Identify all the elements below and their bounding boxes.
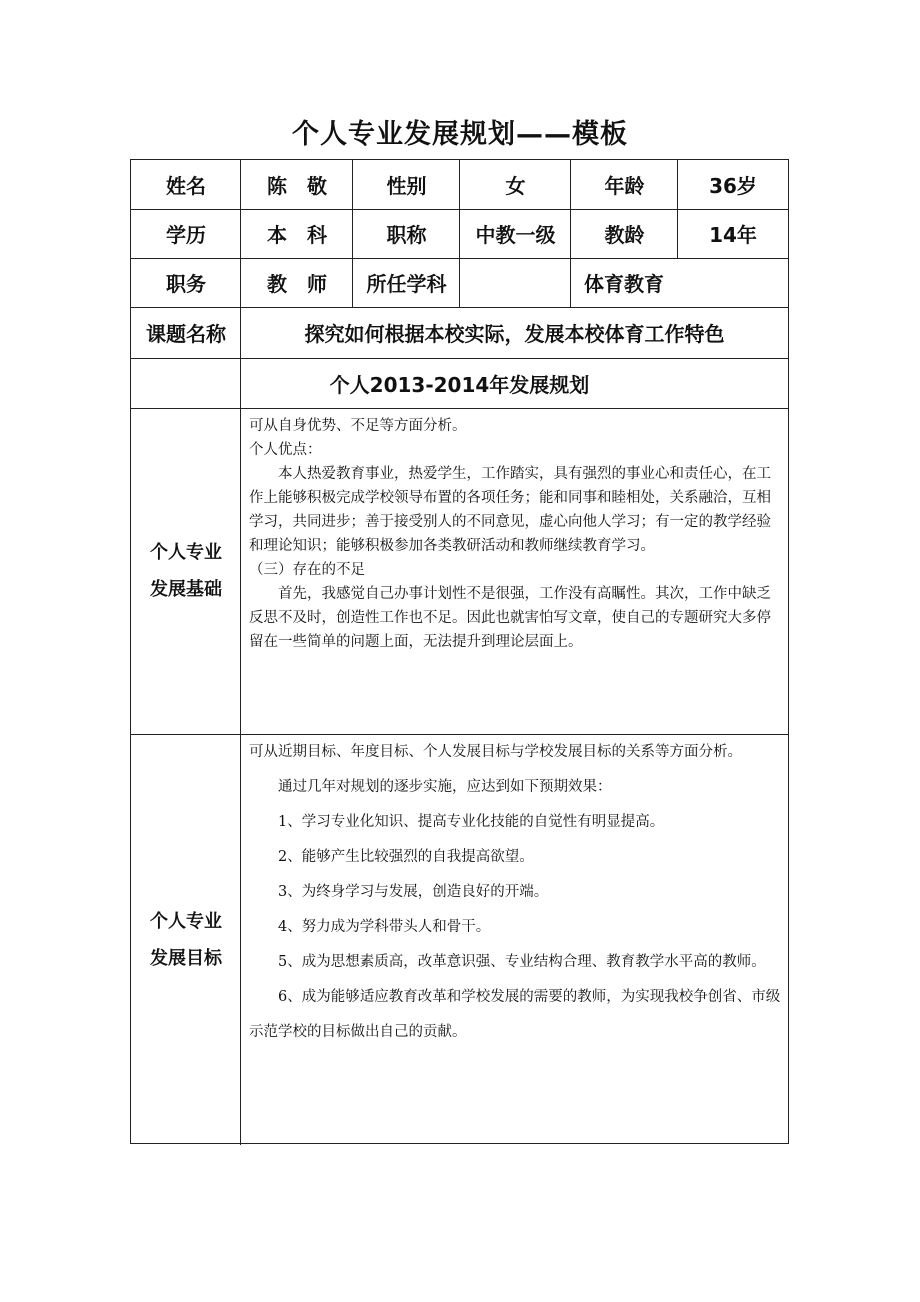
label-project: 课题名称 bbox=[146, 322, 226, 346]
value-education: 本 科 bbox=[267, 223, 327, 247]
label-title-rank: 职称 bbox=[386, 223, 427, 247]
goals-content bbox=[249, 735, 782, 1050]
goals-label-line1: 个人专业 bbox=[150, 910, 222, 932]
goals-intro: 通过几年对规划的逐步实施，应达到如下预期效果： bbox=[278, 779, 612, 795]
basis-label-line1: 个人专业 bbox=[150, 542, 222, 563]
plan-heading: 个人2013-2014年发展规划 bbox=[329, 372, 590, 397]
value-gender: 女 bbox=[505, 174, 526, 198]
label-name: 姓名 bbox=[166, 174, 206, 198]
label-gender: 性别 bbox=[386, 174, 427, 198]
goal-item: 4、努力成为学科带头人和骨干。 bbox=[278, 919, 491, 935]
value-age: 36岁 bbox=[709, 174, 757, 198]
weakness-title: （三）存在的不足 bbox=[249, 562, 365, 578]
goals-label bbox=[131, 734, 241, 1145]
document-title: 个人专业发展规划——模板 bbox=[292, 119, 628, 150]
strengths-title: 个人优点： bbox=[249, 442, 322, 458]
goal-item: 1、学习专业化知识、提高专业化技能的自觉性有明显提高。 bbox=[278, 814, 665, 830]
basis-content bbox=[249, 414, 782, 654]
goal-item: 2、能够产生比较强烈的自我提高欲望。 bbox=[278, 849, 534, 865]
weakness-text: 首先，我感觉自己办事计划性不是很强，工作没有高瞩性。其次，工作中缺乏反思不及时，创造性工作也不足。因此也就害怕写文章，使自己的专题研究大多停留在一些简单的问题上面，无法提升到理论层面上。 bbox=[249, 586, 771, 650]
goal-item: 5、成为思想素质高，改革意识强、专业结构合理、教育教学水平高的教师。 bbox=[278, 954, 766, 970]
basis-label-line2: 发展基础 bbox=[150, 579, 222, 600]
goals-label-line2: 发展目标 bbox=[150, 947, 222, 969]
basis-hint: 可从自身优势、不足等方面分析。 bbox=[249, 418, 467, 434]
goal-item: 6、成为能够适应教育改革和学校发展的需要的教师，为实现我校争创省、市级示范学校的目标做出自己的贡献。 bbox=[249, 989, 781, 1040]
label-position: 职务 bbox=[166, 272, 206, 296]
label-education: 学历 bbox=[166, 223, 206, 247]
value-subject: 体育教育 bbox=[584, 272, 664, 296]
value-project: 探究如何根据本校实际，发展本校体育工作特色 bbox=[304, 322, 725, 346]
value-title-rank: 中教一级 bbox=[475, 223, 556, 247]
value-name: 陈 敬 bbox=[267, 174, 327, 198]
value-teaching-years: 14年 bbox=[709, 223, 757, 247]
strengths-text: 本人热爱教育事业，热爱学生，工作踏实，具有强烈的事业心和责任心，在工作上能够积极完成学校领导布置的各项任务；能和同事和睦相处，关系融洽，互相学习，共同进步；善于接受别人的不同意见，虚心向他人学习；有一定的教学经验和理论知识；能够积极参加各类教研活动和教师继续教育学习。 bbox=[249, 466, 771, 554]
label-teaching-years: 教龄 bbox=[604, 223, 645, 247]
label-age: 年龄 bbox=[604, 174, 645, 198]
basis-label bbox=[131, 408, 241, 734]
goals-hint: 可从近期目标、年度目标、个人发展目标与学校发展目标的关系等方面分析。 bbox=[249, 744, 742, 760]
value-position: 教 师 bbox=[267, 272, 327, 296]
goal-item: 3、为终身学习与发展，创造良好的开端。 bbox=[278, 884, 549, 900]
label-subject: 所任学科 bbox=[366, 272, 447, 296]
